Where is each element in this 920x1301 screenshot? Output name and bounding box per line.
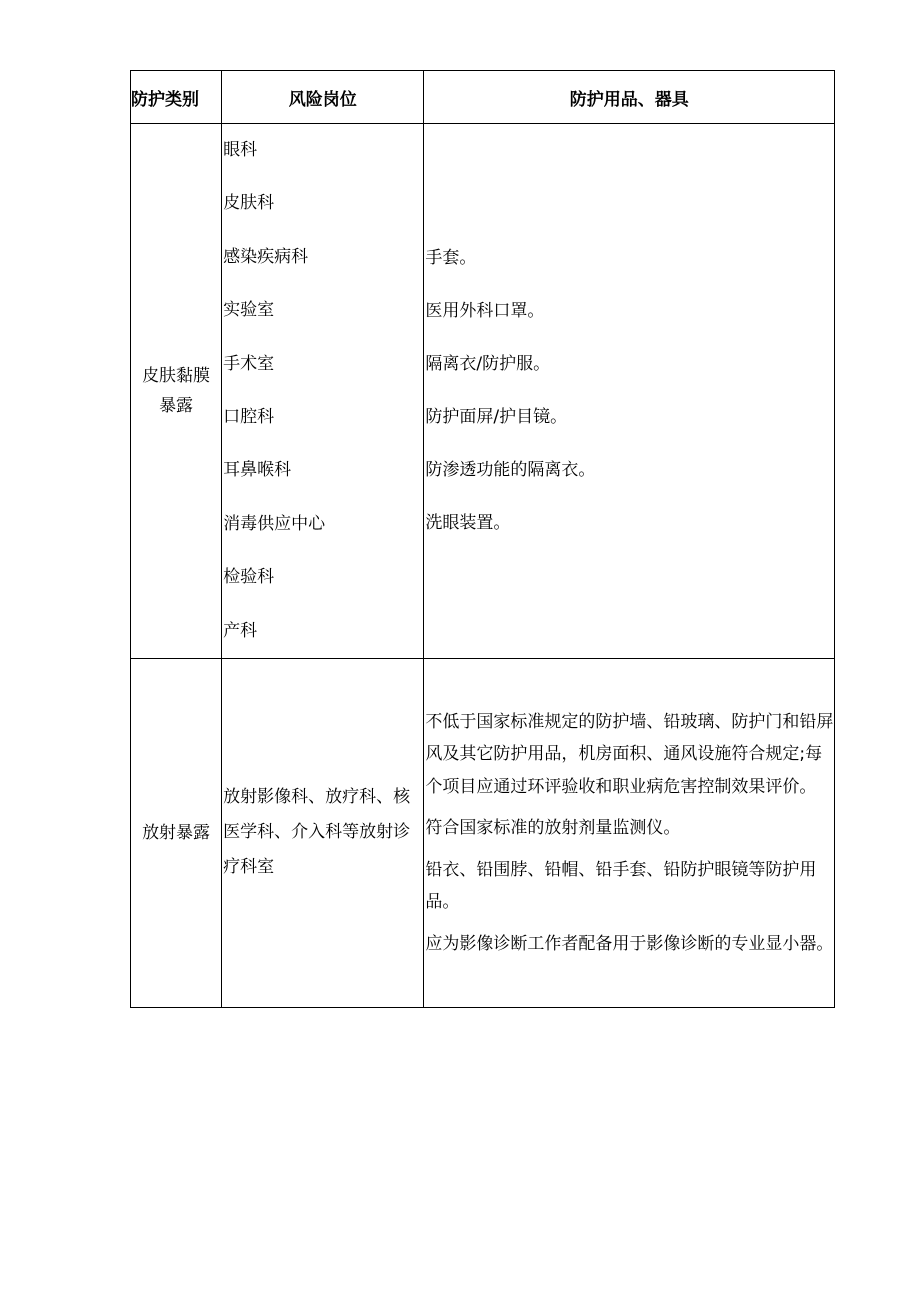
list-item: 符合国家标准的放射剂量监测仪。	[425, 818, 681, 839]
list-item: 医用外科口罩。	[425, 301, 545, 322]
list-item: 感染疾病科	[223, 246, 309, 267]
category-label-line: 皮肤黏膜	[142, 365, 211, 386]
equipment-list	[424, 244, 834, 537]
category-label-line: 暴露	[159, 395, 194, 416]
list-item: 皮肤科	[223, 193, 275, 214]
list-item: 手套。	[425, 248, 477, 269]
list-item: 实验室	[223, 300, 275, 321]
protection-table	[130, 70, 835, 1008]
list-item: 眼科	[223, 140, 258, 160]
category-cell	[131, 124, 222, 659]
positions-cell	[222, 124, 424, 659]
list-item: 防渗透功能的隔离衣。	[425, 460, 596, 481]
list-item: 产科	[223, 620, 258, 641]
category-cell	[131, 658, 222, 1007]
positions-cell	[222, 658, 424, 1007]
list-item: 防护面屏/护目镜。	[425, 407, 568, 428]
list-item: 检验科	[223, 567, 275, 588]
list-item: 耳鼻喉科	[223, 460, 292, 481]
list-item: 手术室	[223, 353, 275, 374]
equipment-cell	[424, 124, 835, 659]
positions-list	[222, 124, 423, 658]
category-label-line: 放射暴露	[142, 822, 211, 843]
list-item: 不低于国家标准规定的防护墙、铅玻璃、防护门和铅屏风及其它防护用品，机房面积、通风设施符合规定;每个项目应通过环评验收和职业病危害控制效果评价。	[425, 711, 834, 797]
positions-text: 放射影像科、放疗科、核医学科、介入科等放射诊疗科室	[223, 787, 411, 878]
list-item: 应为影像诊断工作者配备用于影像诊断的专业显小器。	[425, 933, 834, 954]
table-row	[131, 658, 835, 1007]
list-item: 隔离衣/防护服。	[425, 354, 551, 375]
header-risk-position: 风险岗位	[222, 71, 424, 124]
header-category: 防护类别	[131, 71, 222, 124]
list-item: 消毒供应中心	[223, 513, 326, 534]
list-item: 口腔科	[223, 406, 275, 427]
equipment-list	[424, 706, 834, 961]
table-header-row	[131, 71, 835, 124]
header-equipment: 防护用品、器具	[424, 71, 835, 124]
table-row	[131, 124, 835, 659]
list-item: 铅衣、铅围脖、铅帽、铅手套、铅防护眼镜等防护用品。	[425, 859, 817, 913]
list-item: 洗眼装置。	[425, 513, 511, 534]
equipment-cell	[424, 658, 835, 1007]
